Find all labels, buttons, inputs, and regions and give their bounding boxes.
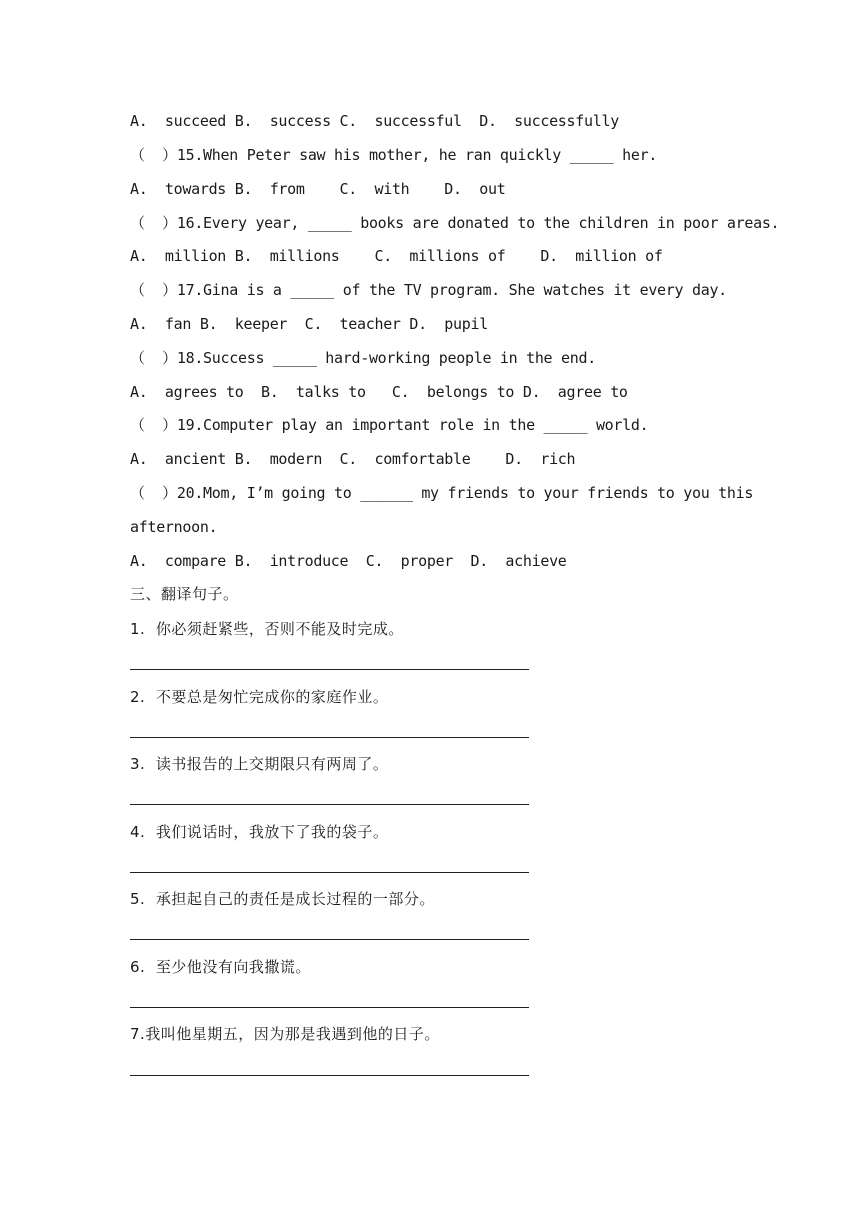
q15-options: A. towards B. from C. with D. out bbox=[130, 180, 506, 198]
q16-options: A. million B. millions C. millions of D. million of bbox=[130, 247, 663, 265]
question-20-continued: afternoon. bbox=[130, 518, 218, 536]
q17-options: A. fan B. keeper C. teacher D. pupil bbox=[130, 315, 488, 333]
translation-item-5: 5. 承担起自己的责任是成长过程的一部分。 bbox=[130, 890, 435, 908]
translation-item-2: 2. 不要总是匆忙完成你的家庭作业。 bbox=[130, 688, 389, 706]
question-19: （ ）19.Computer play an important role in the _____ world. bbox=[130, 416, 649, 434]
q19-options: A. ancient B. modern C. comfortable D. rich bbox=[130, 450, 576, 468]
answer-line-1[interactable] bbox=[130, 669, 529, 670]
translation-item-6: 6. 至少他没有向我撒谎。 bbox=[130, 958, 311, 976]
q20-options: A. compare B. introduce C. proper D. achieve bbox=[130, 552, 567, 570]
answer-line-5[interactable] bbox=[130, 939, 529, 940]
translation-item-3: 3. 读书报告的上交期限只有两周了。 bbox=[130, 755, 389, 773]
answer-line-2[interactable] bbox=[130, 737, 529, 738]
section-3-heading: 三、翻译句子。 bbox=[130, 585, 239, 603]
q14-options: A. succeed B. success C. successful D. successfully bbox=[130, 112, 619, 130]
translation-item-1: 1. 你必须赶紧些，否则不能及时完成。 bbox=[130, 620, 404, 638]
answer-line-7[interactable] bbox=[130, 1075, 529, 1076]
question-16: （ ）16.Every year, _____ books are donated to the children in poor areas. bbox=[130, 214, 780, 232]
answer-line-6[interactable] bbox=[130, 1007, 529, 1008]
translation-item-4: 4. 我们说话时，我放下了我的袋子。 bbox=[130, 823, 389, 841]
answer-line-3[interactable] bbox=[130, 804, 529, 805]
answer-line-4[interactable] bbox=[130, 872, 529, 873]
q18-options: A. agrees to B. talks to C. belongs to D. agree to bbox=[130, 383, 628, 401]
question-15: （ ）15.When Peter saw his mother, he ran quickly _____ her. bbox=[130, 146, 658, 164]
question-20: （ ）20.Mom, I’m going to ______ my friends to your friends to you this bbox=[130, 484, 754, 502]
translation-item-7: 7.我叫他星期五，因为那是我遇到他的日子。 bbox=[130, 1025, 440, 1043]
question-18: （ ）18.Success _____ hard-working people in the end. bbox=[130, 349, 596, 367]
question-17: （ ）17.Gina is a _____ of the TV program. She watches it every day. bbox=[130, 281, 727, 299]
